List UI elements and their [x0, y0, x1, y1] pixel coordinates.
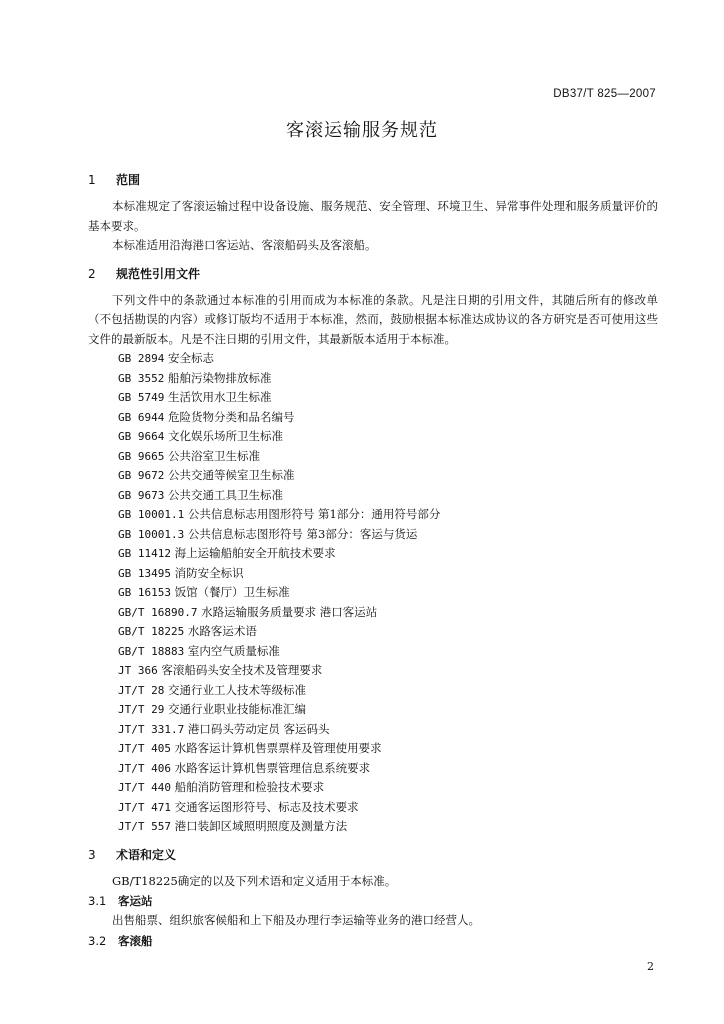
term-name: 客运站 [118, 894, 153, 908]
section-title: 术语和定义 [116, 847, 177, 862]
reference-code: GB/T 16890.7 [118, 605, 198, 619]
reference-item [88, 564, 658, 584]
reference-title: 港口码头劳动定员 客运码头 [187, 721, 330, 736]
reference-item [88, 778, 658, 798]
reference-code: GB 11412 [118, 547, 171, 560]
reference-item [88, 408, 658, 428]
reference-item [88, 486, 658, 506]
reference-code: JT 366 [118, 664, 158, 677]
reference-title: 安全标志 [168, 351, 215, 365]
standard-code: DB37/T 825—2007 [553, 88, 656, 100]
reference-title: 港口装卸区域照明照度及测量方法 [174, 819, 348, 833]
reference-item [88, 720, 658, 740]
section-title: 规范性引用文件 [116, 266, 201, 281]
section-title: 范围 [116, 173, 141, 187]
section-heading-terms [88, 845, 658, 865]
reference-code: JT/T 406 [118, 761, 171, 775]
term-name: 客滚船 [118, 933, 153, 948]
reference-code: GB 5749 [118, 391, 165, 404]
page-number: 2 [647, 960, 654, 973]
reference-code: JT/T 28 [118, 683, 165, 697]
terms-intro-paragraph: GB/T18225确定的以及下列术语和定义适用于本标准。 [112, 873, 397, 888]
reference-item [88, 759, 658, 779]
reference-item [88, 349, 658, 369]
reference-code: GB 3552 [118, 371, 165, 385]
term-number: 3.1 [88, 894, 107, 908]
reference-item [88, 642, 658, 662]
reference-code: GB 6944 [118, 410, 165, 424]
reference-list [88, 349, 658, 837]
reference-item [88, 525, 658, 545]
document-title: 客滚运输服务规范 [286, 120, 438, 141]
reference-code: GB 10001.3 [118, 527, 185, 541]
reference-code: GB 2894 [118, 352, 165, 365]
reference-title: 饭馆（餐厅）卫生标准 [174, 585, 290, 599]
reference-item [88, 817, 658, 837]
section-number: 3 [88, 847, 96, 862]
reference-item [88, 622, 658, 642]
reference-title: 船舶消防管理和检验技术要求 [174, 780, 325, 794]
reference-title: 水路客运计算机售票管理信息系统要求 [174, 760, 371, 775]
normative-intro-paragraph: 下列文件中的条款通过本标准的引用而成为本标准的条款。凡是注日期的引用文件，其随后所有的修改单（不包括勘误的内容）或修订版均不适用于本标准，然而，鼓励根据本标准达成协议的各方研究是否可使用这些文件的最新版本。凡是不注日期的引用文件，其最新版本适用于本标准。 [88, 292, 658, 346]
term-heading [88, 931, 658, 951]
reference-title: 海上运输船舶安全开航技术要求 [174, 546, 336, 560]
reference-title: 文化娱乐场所卫生标准 [168, 429, 284, 443]
reference-item [88, 681, 658, 701]
reference-code: GB 9665 [118, 449, 165, 463]
section-number: 1 [88, 173, 96, 187]
reference-item [88, 505, 658, 525]
reference-code: JT/T 440 [118, 781, 171, 794]
reference-code: JT/T 471 [118, 800, 171, 814]
reference-title: 公共交通等候室卫生标准 [168, 468, 295, 482]
reference-title: 生活饮用水卫生标准 [168, 390, 272, 404]
reference-title: 客滚船码头安全技术及管理要求 [161, 663, 323, 677]
term-number: 3.2 [88, 933, 107, 948]
reference-item [88, 798, 658, 818]
reference-item [88, 583, 658, 603]
reference-title: 水路客运计算机售票票样及管理使用要求 [174, 741, 382, 755]
reference-item [88, 700, 658, 720]
reference-code: GB 9672 [118, 469, 165, 482]
reference-title: 交通行业职业技能标准汇编 [168, 702, 307, 716]
reference-title: 船舶污染物排放标准 [168, 370, 272, 385]
reference-title: 水路运输服务质量要求 港口客运站 [201, 604, 378, 619]
document-body [88, 170, 658, 951]
reference-code: JT/T 405 [118, 742, 171, 755]
term-heading [88, 891, 658, 911]
section-heading-scope [88, 170, 658, 190]
reference-code: GB 10001.1 [118, 508, 185, 521]
section-heading-normative-references [88, 264, 658, 284]
reference-item [88, 369, 658, 389]
reference-title: 公共信息标志图形符号 第3部分：客运与货运 [187, 526, 418, 541]
section-number: 2 [88, 266, 96, 281]
reference-title: 消防安全标识 [174, 565, 244, 580]
reference-title: 室内空气质量标准 [187, 643, 280, 658]
reference-title: 公共信息标志用图形符号 第1部分：通用符号部分 [187, 507, 441, 521]
reference-item [88, 544, 658, 564]
reference-code: GB 9673 [118, 488, 165, 502]
reference-code: GB 16153 [118, 586, 171, 599]
reference-code: JT/T 29 [118, 703, 165, 716]
reference-title: 危险货物分类和品名编号 [168, 409, 295, 424]
reference-code: JT/T 331.7 [118, 722, 185, 736]
reference-item [88, 388, 658, 408]
reference-title: 交通客运图形符号、标志及技术要求 [174, 799, 359, 814]
reference-code: GB/T 18883 [118, 644, 185, 658]
reference-item [88, 661, 658, 681]
scope-paragraph: 本标准规定了客滚运输过程中设备设施、服务规范、安全管理、环境卫生、异常事件处理和服务质量评价的基本要求。 [88, 199, 658, 233]
reference-code: GB 9664 [118, 430, 165, 443]
reference-title: 公共浴室卫生标准 [168, 448, 261, 463]
reference-title: 公共交通工具卫生标准 [168, 487, 284, 502]
reference-item [88, 447, 658, 467]
reference-item [88, 603, 658, 623]
term-definition: 出售船票、组织旅客候船和上下船及办理行李运输等业务的港口经营人。 [112, 913, 480, 927]
reference-item [88, 427, 658, 447]
reference-code: JT/T 557 [118, 820, 171, 833]
reference-code: GB 13495 [118, 566, 171, 580]
reference-title: 水路客运术语 [187, 624, 257, 638]
scope-paragraph: 本标准适用沿海港口客运站、客滚船码头及客滚船。 [112, 238, 377, 252]
reference-item [88, 739, 658, 759]
reference-title: 交通行业工人技术等级标准 [168, 682, 307, 697]
reference-code: GB/T 18225 [118, 625, 185, 638]
reference-item [88, 466, 658, 486]
